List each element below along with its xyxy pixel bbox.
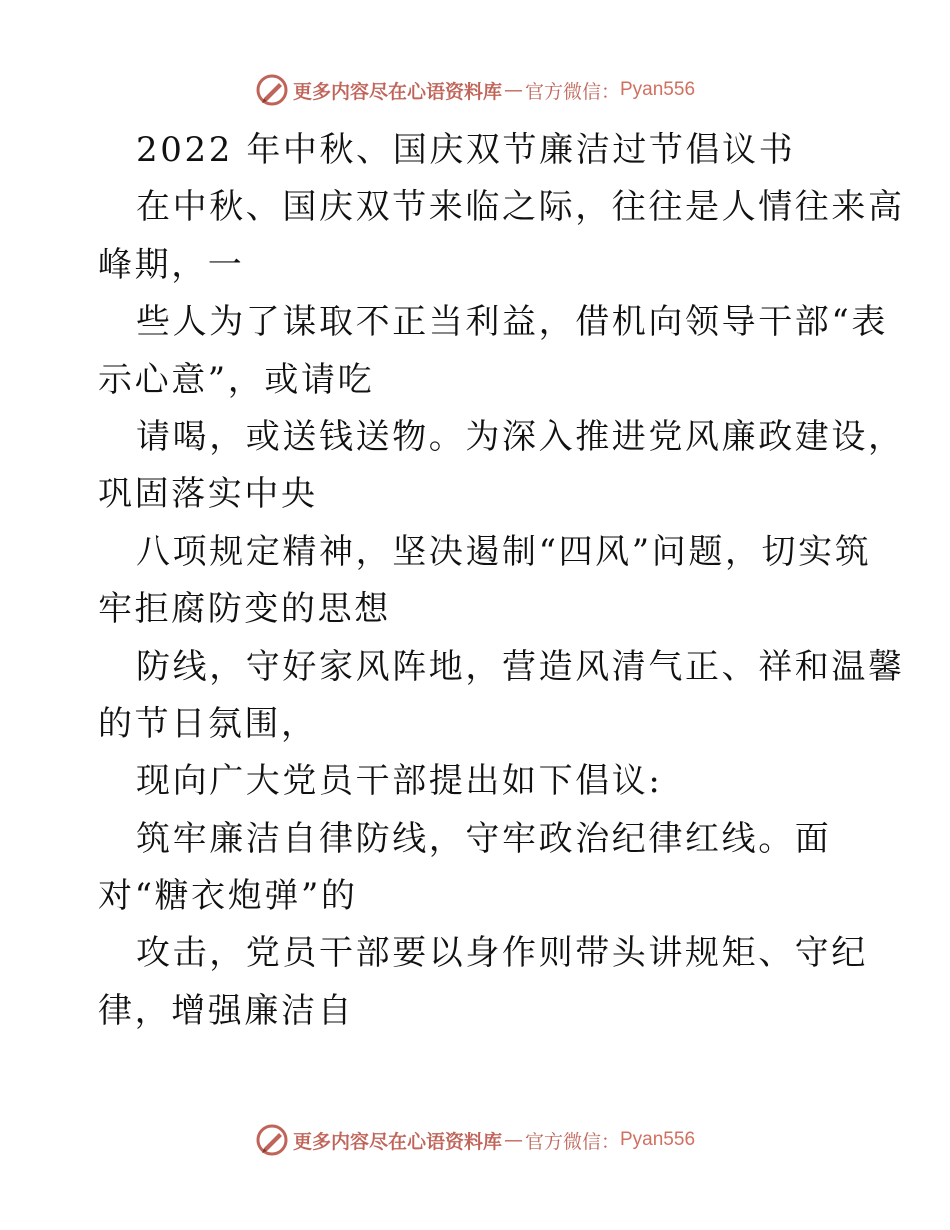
banner-wechat-id: Pyan556	[620, 79, 696, 100]
pen-logo-icon	[255, 73, 289, 107]
text-line: 在中秋、国庆双节来临之际，往往是人情往来高	[136, 187, 905, 228]
text-line: 防线，守好家风阵地，营造风清气正、祥和温馨	[136, 646, 905, 687]
pen-logo-icon	[255, 1123, 289, 1157]
document-title: 2022 年中秋、国庆双节廉洁过节倡议书	[136, 130, 796, 170]
banner-wechat-label: 官方微信：	[524, 80, 620, 103]
text-line: 的节日氛围，	[98, 703, 318, 744]
document-body	[98, 122, 905, 1040]
text-line: 牢拒腐防变的思想	[98, 589, 391, 630]
banner-wechat-label: 官方微信：	[524, 1130, 620, 1153]
text-line: 对“糖衣炮弹”的	[98, 876, 358, 917]
text-line: 攻击，党员干部要以身作则带头讲规矩、守纪	[136, 933, 868, 974]
header-watermark-banner	[0, 70, 950, 110]
text-line: 些人为了谋取不正当利益，借机向领导干部“表	[136, 302, 888, 343]
text-line: 峰期，一	[98, 244, 245, 285]
text-line: 筑牢廉洁自律防线，守牢政治纪律红线。面	[136, 818, 832, 859]
text-line: 请喝，或送钱送物。为深入推进党风廉政建设，	[136, 416, 905, 457]
text-line: 巩固落实中央	[98, 474, 318, 515]
banner-text: 更多内容尽在心语资料库	[292, 80, 502, 103]
text-line: 示心意”，或请吃	[98, 359, 375, 400]
footer-watermark-banner	[0, 1120, 950, 1160]
banner-dash: —	[503, 79, 523, 101]
text-line: 律，增强廉洁自	[98, 990, 355, 1031]
text-line: 现向广大党员干部提出如下倡议:	[136, 761, 663, 802]
banner-text: 更多内容尽在心语资料库	[292, 1130, 502, 1153]
banner-dash: —	[503, 1129, 523, 1151]
banner-wechat-id: Pyan556	[620, 1129, 696, 1150]
text-line: 八项规定精神，坚决遏制“四风”问题，切实筑	[136, 531, 872, 572]
